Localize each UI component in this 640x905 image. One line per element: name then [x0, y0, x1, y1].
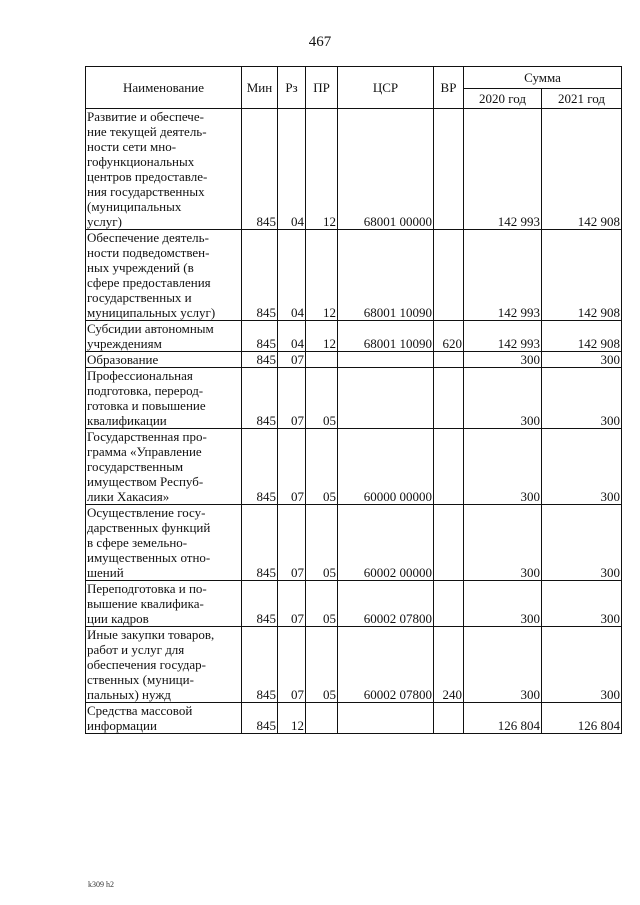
row-name-cell: Средства массовой информации [86, 703, 242, 734]
row-csr-cell [338, 352, 434, 368]
row-pr-cell: 05 [306, 581, 338, 627]
row-min-cell: 845 [242, 230, 278, 321]
row-sum-2021-cell: 300 [542, 627, 622, 703]
row-pr-cell: 12 [306, 230, 338, 321]
row-rz-cell: 07 [278, 581, 306, 627]
row-sum-2021-cell: 142 908 [542, 109, 622, 230]
row-sum-2021-cell: 300 [542, 581, 622, 627]
row-csr-cell [338, 703, 434, 734]
row-pr-cell [306, 352, 338, 368]
row-sum-2021-cell: 126 804 [542, 703, 622, 734]
row-vr-cell [434, 505, 464, 581]
row-name-cell: Государственная про- грамма «Управление государственным имуществом Респуб- лики Хакасия» [86, 429, 242, 505]
row-min-cell: 845 [242, 109, 278, 230]
row-pr-cell [306, 703, 338, 734]
row-csr-cell: 68001 00000 [338, 109, 434, 230]
row-rz-cell: 12 [278, 703, 306, 734]
row-name-cell: Развитие и обеспече- ние текущей деятель- ности сети мно- гофункциональных центров предоставле- ния государственных (муниципальных услуг) [86, 109, 242, 230]
row-rz-cell: 07 [278, 627, 306, 703]
row-name-cell: Иные закупки товаров, работ и услуг для обеспечения государ- ственных (муници- пальных) нужд [86, 627, 242, 703]
header-min: Мин [242, 67, 278, 109]
header-sum: Сумма [464, 67, 622, 89]
row-name-cell: Переподготовка и по- вышение квалифика- ции кадров [86, 581, 242, 627]
table-row [86, 321, 622, 352]
row-rz-cell: 07 [278, 352, 306, 368]
row-min-cell: 845 [242, 703, 278, 734]
row-name-cell: Субсидии автономным учреждениям [86, 321, 242, 352]
row-sum-2020-cell: 300 [464, 352, 542, 368]
row-min-cell: 845 [242, 505, 278, 581]
row-sum-2020-cell: 300 [464, 429, 542, 505]
row-sum-2020-cell: 142 993 [464, 321, 542, 352]
row-sum-2021-cell: 300 [542, 368, 622, 429]
row-name-cell: Осуществление госу- дарственных функций в сфере земельно- имущественных отно- шений [86, 505, 242, 581]
row-csr-cell: 60002 07800 [338, 581, 434, 627]
table-row [86, 703, 622, 734]
row-sum-2020-cell: 300 [464, 627, 542, 703]
row-vr-cell [434, 109, 464, 230]
row-csr-cell [338, 368, 434, 429]
row-vr-cell [434, 352, 464, 368]
footer-code: k309 h2 [88, 880, 114, 889]
row-sum-2020-cell: 300 [464, 581, 542, 627]
header-vr: ВР [434, 67, 464, 109]
row-min-cell: 845 [242, 429, 278, 505]
row-min-cell: 845 [242, 627, 278, 703]
row-sum-2021-cell: 300 [542, 429, 622, 505]
row-sum-2020-cell: 300 [464, 368, 542, 429]
row-sum-2020-cell: 142 993 [464, 230, 542, 321]
table-row [86, 368, 622, 429]
row-csr-cell: 60002 07800 [338, 627, 434, 703]
row-min-cell: 845 [242, 352, 278, 368]
row-sum-2020-cell: 300 [464, 505, 542, 581]
row-sum-2021-cell: 300 [542, 505, 622, 581]
row-csr-cell: 60002 00000 [338, 505, 434, 581]
table-row [86, 109, 622, 230]
header-csr: ЦСР [338, 67, 434, 109]
row-rz-cell: 07 [278, 429, 306, 505]
row-min-cell: 845 [242, 321, 278, 352]
row-pr-cell: 12 [306, 109, 338, 230]
row-sum-2020-cell: 126 804 [464, 703, 542, 734]
row-sum-2021-cell: 142 908 [542, 230, 622, 321]
header-year-2020: 2020 год [464, 89, 542, 109]
header-pr: ПР [306, 67, 338, 109]
table-row [86, 627, 622, 703]
row-pr-cell: 05 [306, 505, 338, 581]
row-rz-cell: 04 [278, 109, 306, 230]
row-rz-cell: 04 [278, 321, 306, 352]
table-row [86, 581, 622, 627]
table-row [86, 352, 622, 368]
row-pr-cell: 05 [306, 429, 338, 505]
row-vr-cell [434, 429, 464, 505]
row-min-cell: 845 [242, 368, 278, 429]
row-pr-cell: 05 [306, 627, 338, 703]
row-name-cell: Обеспечение деятель- ности подведомствен- ных учреждений (в сфере предоставления государственных и муниципальных услуг) [86, 230, 242, 321]
row-sum-2021-cell: 300 [542, 352, 622, 368]
table-body [86, 109, 622, 734]
row-vr-cell [434, 230, 464, 321]
table-row [86, 230, 622, 321]
row-min-cell: 845 [242, 581, 278, 627]
budget-table [85, 66, 622, 734]
row-name-cell: Профессиональная подготовка, переpод- готовка и повышение квалификации [86, 368, 242, 429]
table-row [86, 505, 622, 581]
row-vr-cell [434, 581, 464, 627]
row-rz-cell: 07 [278, 368, 306, 429]
row-sum-2021-cell: 142 908 [542, 321, 622, 352]
header-rz: Рз [278, 67, 306, 109]
row-vr-cell [434, 368, 464, 429]
row-pr-cell: 12 [306, 321, 338, 352]
row-rz-cell: 04 [278, 230, 306, 321]
row-pr-cell: 05 [306, 368, 338, 429]
row-csr-cell: 68001 10090 [338, 321, 434, 352]
row-vr-cell: 620 [434, 321, 464, 352]
row-rz-cell: 07 [278, 505, 306, 581]
header-name: Наименование [86, 67, 242, 109]
table-row [86, 429, 622, 505]
row-sum-2020-cell: 142 993 [464, 109, 542, 230]
row-vr-cell: 240 [434, 627, 464, 703]
row-name-cell: Образование [86, 352, 242, 368]
header-year-2021: 2021 год [542, 89, 622, 109]
row-csr-cell: 68001 10090 [338, 230, 434, 321]
row-csr-cell: 60000 00000 [338, 429, 434, 505]
page-number: 467 [308, 34, 332, 50]
row-vr-cell [434, 703, 464, 734]
